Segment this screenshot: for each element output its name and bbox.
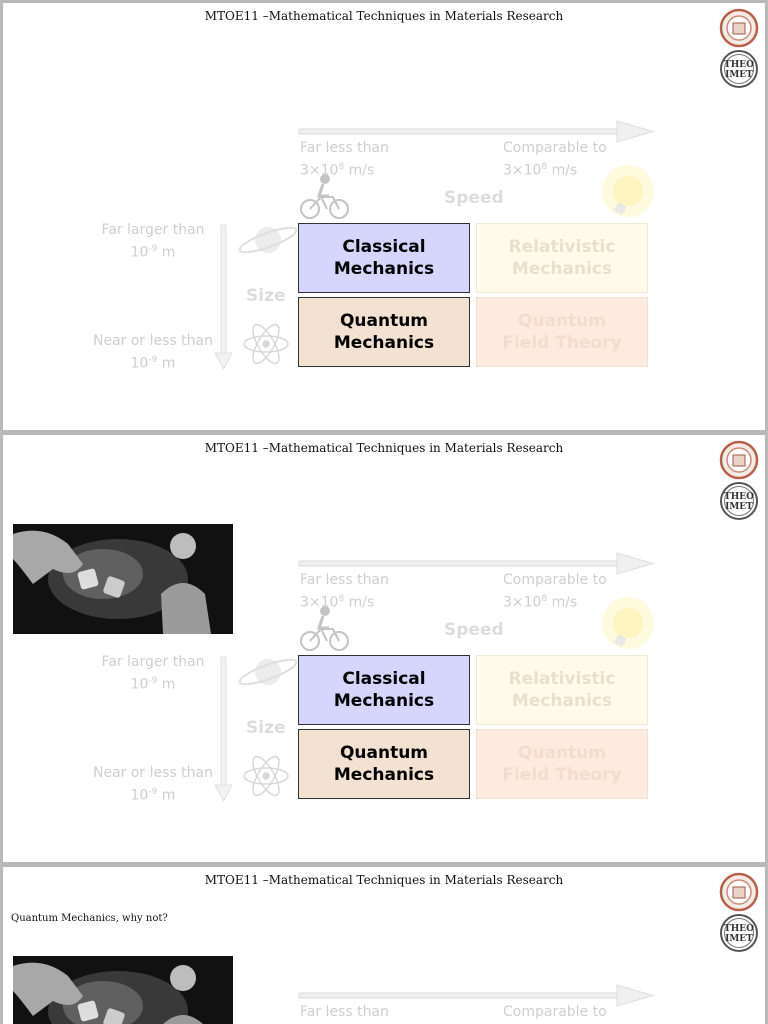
planet-icon bbox=[237, 655, 298, 689]
lightbulb-icon bbox=[602, 165, 654, 217]
slide-2 bbox=[3, 435, 765, 862]
classical-mechanics-box: Classical Mechanics bbox=[298, 655, 470, 725]
speed-low-label: Far less than bbox=[300, 1004, 389, 1020]
svg-text:IMET: IMET bbox=[725, 70, 753, 80]
size-axis-label: Size bbox=[246, 286, 286, 306]
slide-subtitle: Quantum Mechanics, why not? bbox=[11, 913, 168, 924]
slide-header-title: MTOE11 –Mathematical Techniques in Materials Research bbox=[204, 9, 564, 23]
size-small-label: Near or less than $10^{-9}$ m bbox=[93, 333, 213, 372]
mechanics-diagram bbox=[3, 867, 765, 1024]
svg-text:THEO: THEO bbox=[724, 60, 754, 70]
bicycle-icon bbox=[301, 607, 348, 650]
speed-high-label: Comparable to $3\times 10^8$ m/s bbox=[503, 140, 607, 179]
svg-text:IMET: IMET bbox=[725, 934, 753, 944]
lightbulb-icon bbox=[602, 597, 654, 649]
size-large-label: Far larger than $10^{-9}$ m bbox=[101, 222, 205, 261]
quantum-mechanics-box: Quantum Mechanics bbox=[298, 297, 470, 367]
speed-low-label: Far less than $3\times 10^8$ m/s bbox=[300, 572, 389, 611]
classical-mechanics-box: Classical Mechanics bbox=[298, 223, 470, 293]
quantum-field-theory-box: Quantum Field Theory bbox=[476, 729, 648, 799]
planet-icon bbox=[237, 223, 298, 257]
slide-1 bbox=[3, 3, 765, 430]
mechanics-diagram bbox=[3, 3, 765, 430]
quantum-field-theory-box: Quantum Field Theory bbox=[476, 297, 648, 367]
speed-high-label: Comparable to $3\times 10^8$ m/s bbox=[503, 572, 607, 611]
slide-header-title: MTOE11 –Mathematical Techniques in Materials Research bbox=[204, 873, 564, 887]
slide-header-title: MTOE11 –Mathematical Techniques in Materials Research bbox=[204, 441, 564, 455]
svg-text:THEO: THEO bbox=[724, 492, 754, 502]
quantum-mechanics-box: Quantum Mechanics bbox=[298, 729, 470, 799]
atom-icon bbox=[244, 753, 288, 799]
speed-axis-label: Speed bbox=[444, 620, 504, 640]
size-axis-label: Size bbox=[246, 718, 286, 738]
speed-axis-label: Speed bbox=[444, 188, 504, 208]
svg-text:IMET: IMET bbox=[725, 502, 753, 512]
bicycle-icon bbox=[301, 175, 348, 218]
speed-high-label: Comparable to bbox=[503, 1004, 607, 1020]
speed-low-label: Far less than $3\times 10^8$ m/s bbox=[300, 140, 389, 179]
relativistic-mechanics-box: Relativistic Mechanics bbox=[476, 655, 648, 725]
mechanics-diagram bbox=[3, 435, 765, 862]
atom-icon bbox=[244, 321, 288, 367]
size-large-label: Far larger than $10^{-9}$ m bbox=[101, 654, 205, 693]
size-small-label: Near or less than $10^{-9}$ m bbox=[93, 765, 213, 804]
slide-3 bbox=[3, 867, 765, 1024]
relativistic-mechanics-box: Relativistic Mechanics bbox=[476, 223, 648, 293]
svg-text:THEO: THEO bbox=[724, 924, 754, 934]
